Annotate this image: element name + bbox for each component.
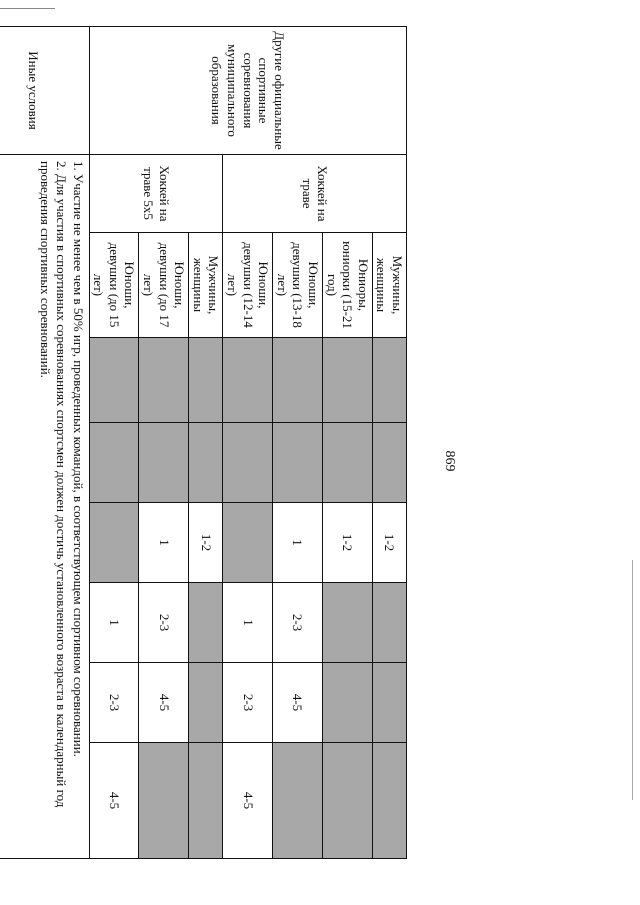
shaded-cell <box>372 583 406 663</box>
shaded-cell <box>372 338 406 423</box>
notes-cell <box>0 155 89 859</box>
top-rule <box>0 8 55 9</box>
note-text: 2. Для участия в спортивных соревнованиях спортсмен должен достичь установленного возраста в календарный год проведения спортивных соревнований. <box>38 161 70 808</box>
shaded-cell <box>89 423 139 503</box>
other-conditions-label: Иные условия <box>0 27 89 155</box>
shaded-cell <box>372 743 406 859</box>
shaded-cell <box>139 423 189 503</box>
shaded-cell <box>189 583 223 663</box>
table-row <box>372 27 406 859</box>
rank-cell: 2-3 <box>89 663 139 743</box>
shaded-cell <box>223 503 273 583</box>
note-text: 1. Участие не менее чем в 50% игр, проведенных командой, в соответствующем спортивном соревновании. <box>70 161 86 757</box>
category-cell: Юноши, девушки (до 15 лет) <box>89 233 139 338</box>
shaded-cell <box>273 338 323 423</box>
rank-cell: 1 <box>223 583 273 663</box>
rank-cell: 1-2 <box>323 503 373 583</box>
rank-cell: 1-2 <box>189 503 223 583</box>
rank-cell: 4-5 <box>273 663 323 743</box>
shaded-cell <box>323 583 373 663</box>
rank-cell: 1 <box>273 503 323 583</box>
page-number: 869 <box>442 450 457 472</box>
shaded-cell <box>189 423 223 503</box>
shaded-cell <box>189 338 223 423</box>
rank-cell: 4-5 <box>89 743 139 859</box>
category-cell: Юноши, девушки (12-14 лет) <box>223 233 273 338</box>
rank-cell: 1 <box>89 583 139 663</box>
rank-cell: 2-3 <box>273 583 323 663</box>
sports-ranks-table <box>0 26 407 859</box>
other-conditions-row <box>0 27 89 859</box>
shaded-cell <box>273 423 323 503</box>
rank-cell: 2-3 <box>223 663 273 743</box>
shaded-cell <box>223 423 273 503</box>
category-cell: Мужчины, женщины <box>189 233 223 338</box>
shaded-cell <box>372 663 406 743</box>
rank-cell: 2-3 <box>139 583 189 663</box>
category-cell: Мужчины, женщины <box>372 233 406 338</box>
category-cell: Юниоры, юниорки (15-21 год) <box>323 233 373 338</box>
shaded-cell <box>273 743 323 859</box>
rank-cell: 1 <box>139 503 189 583</box>
shaded-cell <box>323 338 373 423</box>
shaded-cell <box>139 338 189 423</box>
shaded-cell <box>89 503 139 583</box>
shaded-cell <box>139 743 189 859</box>
rank-cell: 4-5 <box>139 663 189 743</box>
table-rotation-wrapper <box>25 26 407 858</box>
rank-cell: 4-5 <box>223 743 273 859</box>
table-body <box>0 27 407 859</box>
discipline-cell: Хоккей на траве 5х5 <box>89 155 223 233</box>
scan-edge-line <box>632 560 633 800</box>
group-label-cell: Другие официальные спортивные соревнования муниципального образования <box>89 27 406 155</box>
shaded-cell <box>372 423 406 503</box>
rank-cell: 1-2 <box>372 503 406 583</box>
category-cell: Юноши, девушки (13-18 лет) <box>273 233 323 338</box>
shaded-cell <box>323 423 373 503</box>
shaded-cell <box>323 663 373 743</box>
shaded-cell <box>323 743 373 859</box>
category-cell: Юноши, девушки (до 17 лет) <box>139 233 189 338</box>
shaded-cell <box>189 663 223 743</box>
shaded-cell <box>89 338 139 423</box>
shaded-cell <box>223 338 273 423</box>
rotated-table-page <box>25 26 407 858</box>
discipline-cell: Хоккей на траве <box>223 155 407 233</box>
shaded-cell <box>189 743 223 859</box>
